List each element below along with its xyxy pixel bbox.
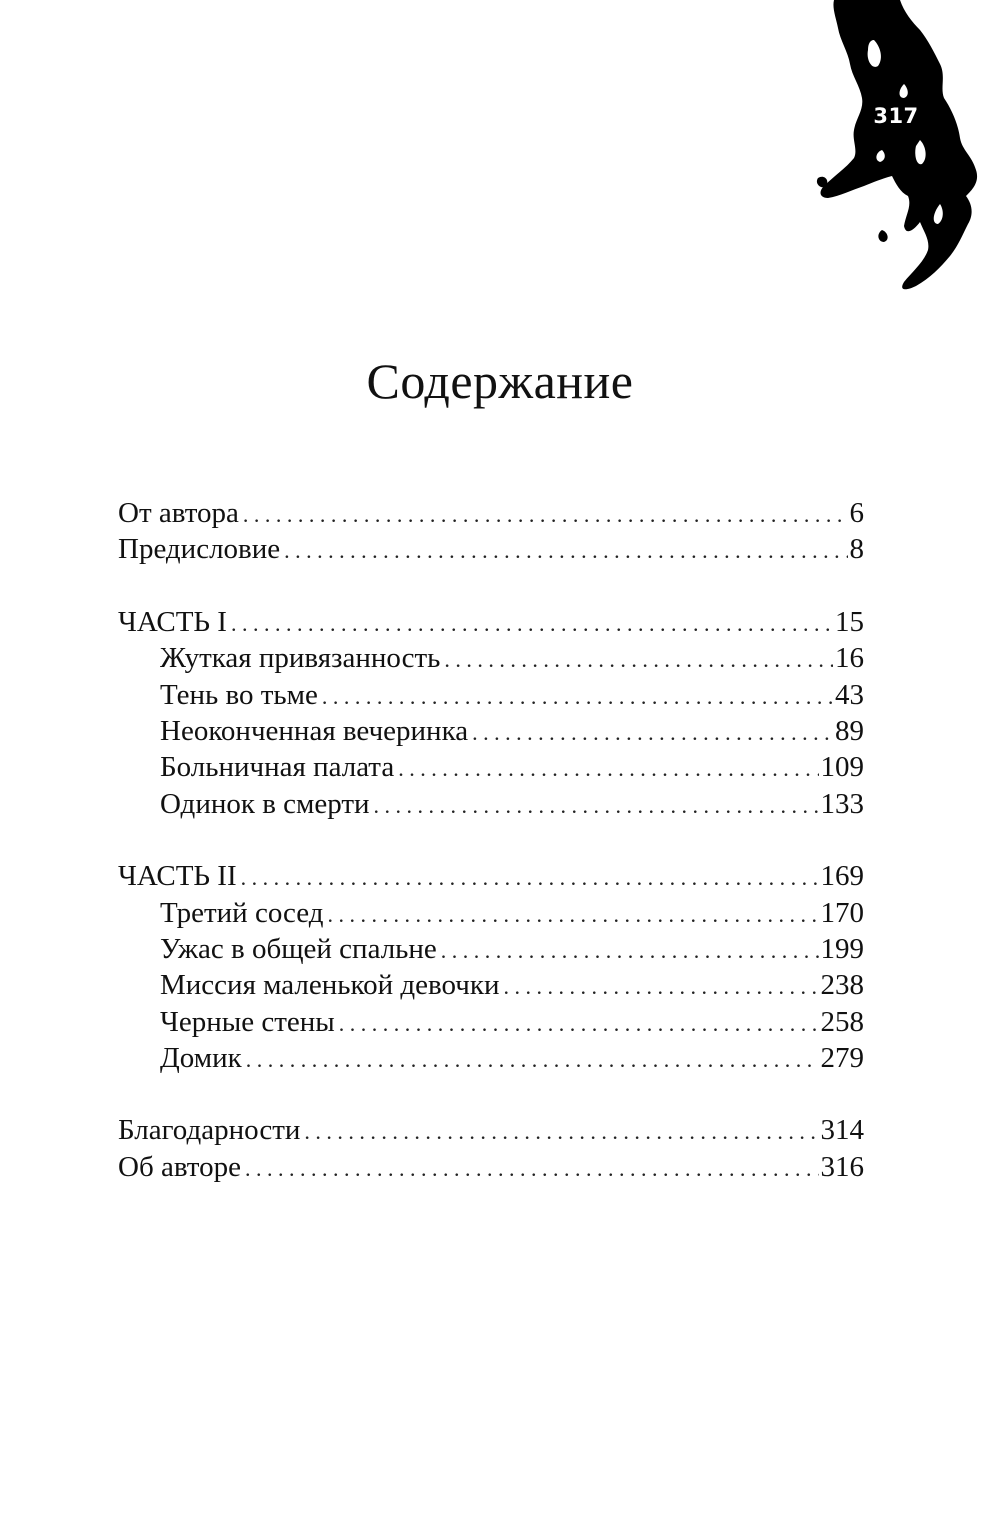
toc-entry-page: 170	[820, 896, 864, 929]
dot-leader	[231, 606, 833, 640]
toc-entry-page: 314	[820, 1114, 864, 1147]
toc-entry-label: Миссия маленькой девочки	[160, 969, 500, 1002]
toc-entry-page: 258	[820, 1005, 864, 1038]
toc-entry-page: 133	[820, 787, 864, 820]
toc-subentry	[118, 967, 864, 1003]
dot-leader	[241, 860, 819, 894]
toc-entry-label: Больничная палата	[160, 751, 395, 784]
dot-leader	[472, 715, 833, 749]
toc-subentry	[118, 1004, 864, 1040]
dot-leader	[322, 679, 833, 713]
toc-subentry	[118, 1040, 864, 1076]
toc-subentry	[118, 640, 864, 676]
table-of-contents	[118, 495, 864, 1221]
toc-entry	[118, 1112, 864, 1148]
toc-group	[118, 858, 864, 1076]
page-number: 317	[873, 104, 919, 128]
dot-leader	[246, 1042, 819, 1076]
toc-entry-label: Домик	[160, 1042, 242, 1075]
toc-entry-page: 15	[835, 605, 864, 638]
toc-entry-page: 316	[820, 1150, 864, 1183]
toc-entry-page: 43	[835, 678, 864, 711]
toc-subentry	[118, 786, 864, 822]
toc-entry	[118, 531, 864, 567]
toc-subentry	[118, 713, 864, 749]
toc-entry-label: Тень во тьме	[160, 678, 318, 711]
toc-entry	[118, 858, 864, 894]
toc-entry-label: Ужас в общей спальне	[160, 932, 437, 965]
dot-leader	[398, 751, 818, 785]
toc-entry-label: Жуткая привязанность	[160, 642, 441, 675]
ink-splash-decoration	[812, 0, 1000, 300]
toc-entry-label: Одинок в смерти	[160, 787, 370, 820]
toc-entry-label: Черные стены	[160, 1005, 335, 1038]
toc-entry-label: От автора	[118, 497, 239, 529]
toc-entry-label: Об авторе	[118, 1150, 241, 1183]
dot-leader	[284, 533, 847, 567]
toc-entry-page: 109	[820, 751, 864, 784]
toc-subentry	[118, 677, 864, 713]
toc-group	[118, 495, 864, 568]
toc-entry-label: ЧАСТЬ I	[118, 605, 227, 638]
toc-entry-label: Благодарности	[118, 1114, 301, 1147]
toc-entry-page: 279	[820, 1042, 864, 1075]
toc-entry-label: Предисловие	[118, 533, 281, 566]
toc-entry	[118, 495, 864, 531]
dot-leader	[328, 897, 819, 931]
toc-entry-page: 199	[820, 932, 864, 965]
toc-entry-page: 8	[849, 533, 864, 566]
toc-entry-page: 238	[820, 969, 864, 1002]
toc-entry-label: Неоконченная вечеринка	[160, 714, 469, 747]
dot-leader	[503, 969, 818, 1003]
toc-entry-page: 6	[849, 497, 864, 529]
dot-leader	[339, 1006, 819, 1040]
dot-leader	[441, 933, 819, 967]
toc-entry-label: Третий сосед	[160, 896, 324, 929]
toc-subentry	[118, 895, 864, 931]
toc-entry	[118, 604, 864, 640]
toc-group	[118, 1112, 864, 1185]
dot-leader	[243, 497, 848, 531]
toc-subentry	[118, 931, 864, 967]
dot-leader	[374, 788, 819, 822]
toc-entry-page: 89	[835, 714, 864, 747]
dot-leader	[304, 1114, 818, 1148]
page-title: Содержание	[366, 353, 634, 409]
toc-entry-label: ЧАСТЬ II	[118, 860, 237, 893]
toc-subentry	[118, 749, 864, 785]
dot-leader	[245, 1151, 819, 1185]
toc-entry-page: 16	[835, 642, 864, 675]
toc-group	[118, 604, 864, 822]
dot-leader	[444, 642, 833, 676]
toc-entry-page: 169	[820, 860, 864, 893]
toc-entry	[118, 1149, 864, 1185]
